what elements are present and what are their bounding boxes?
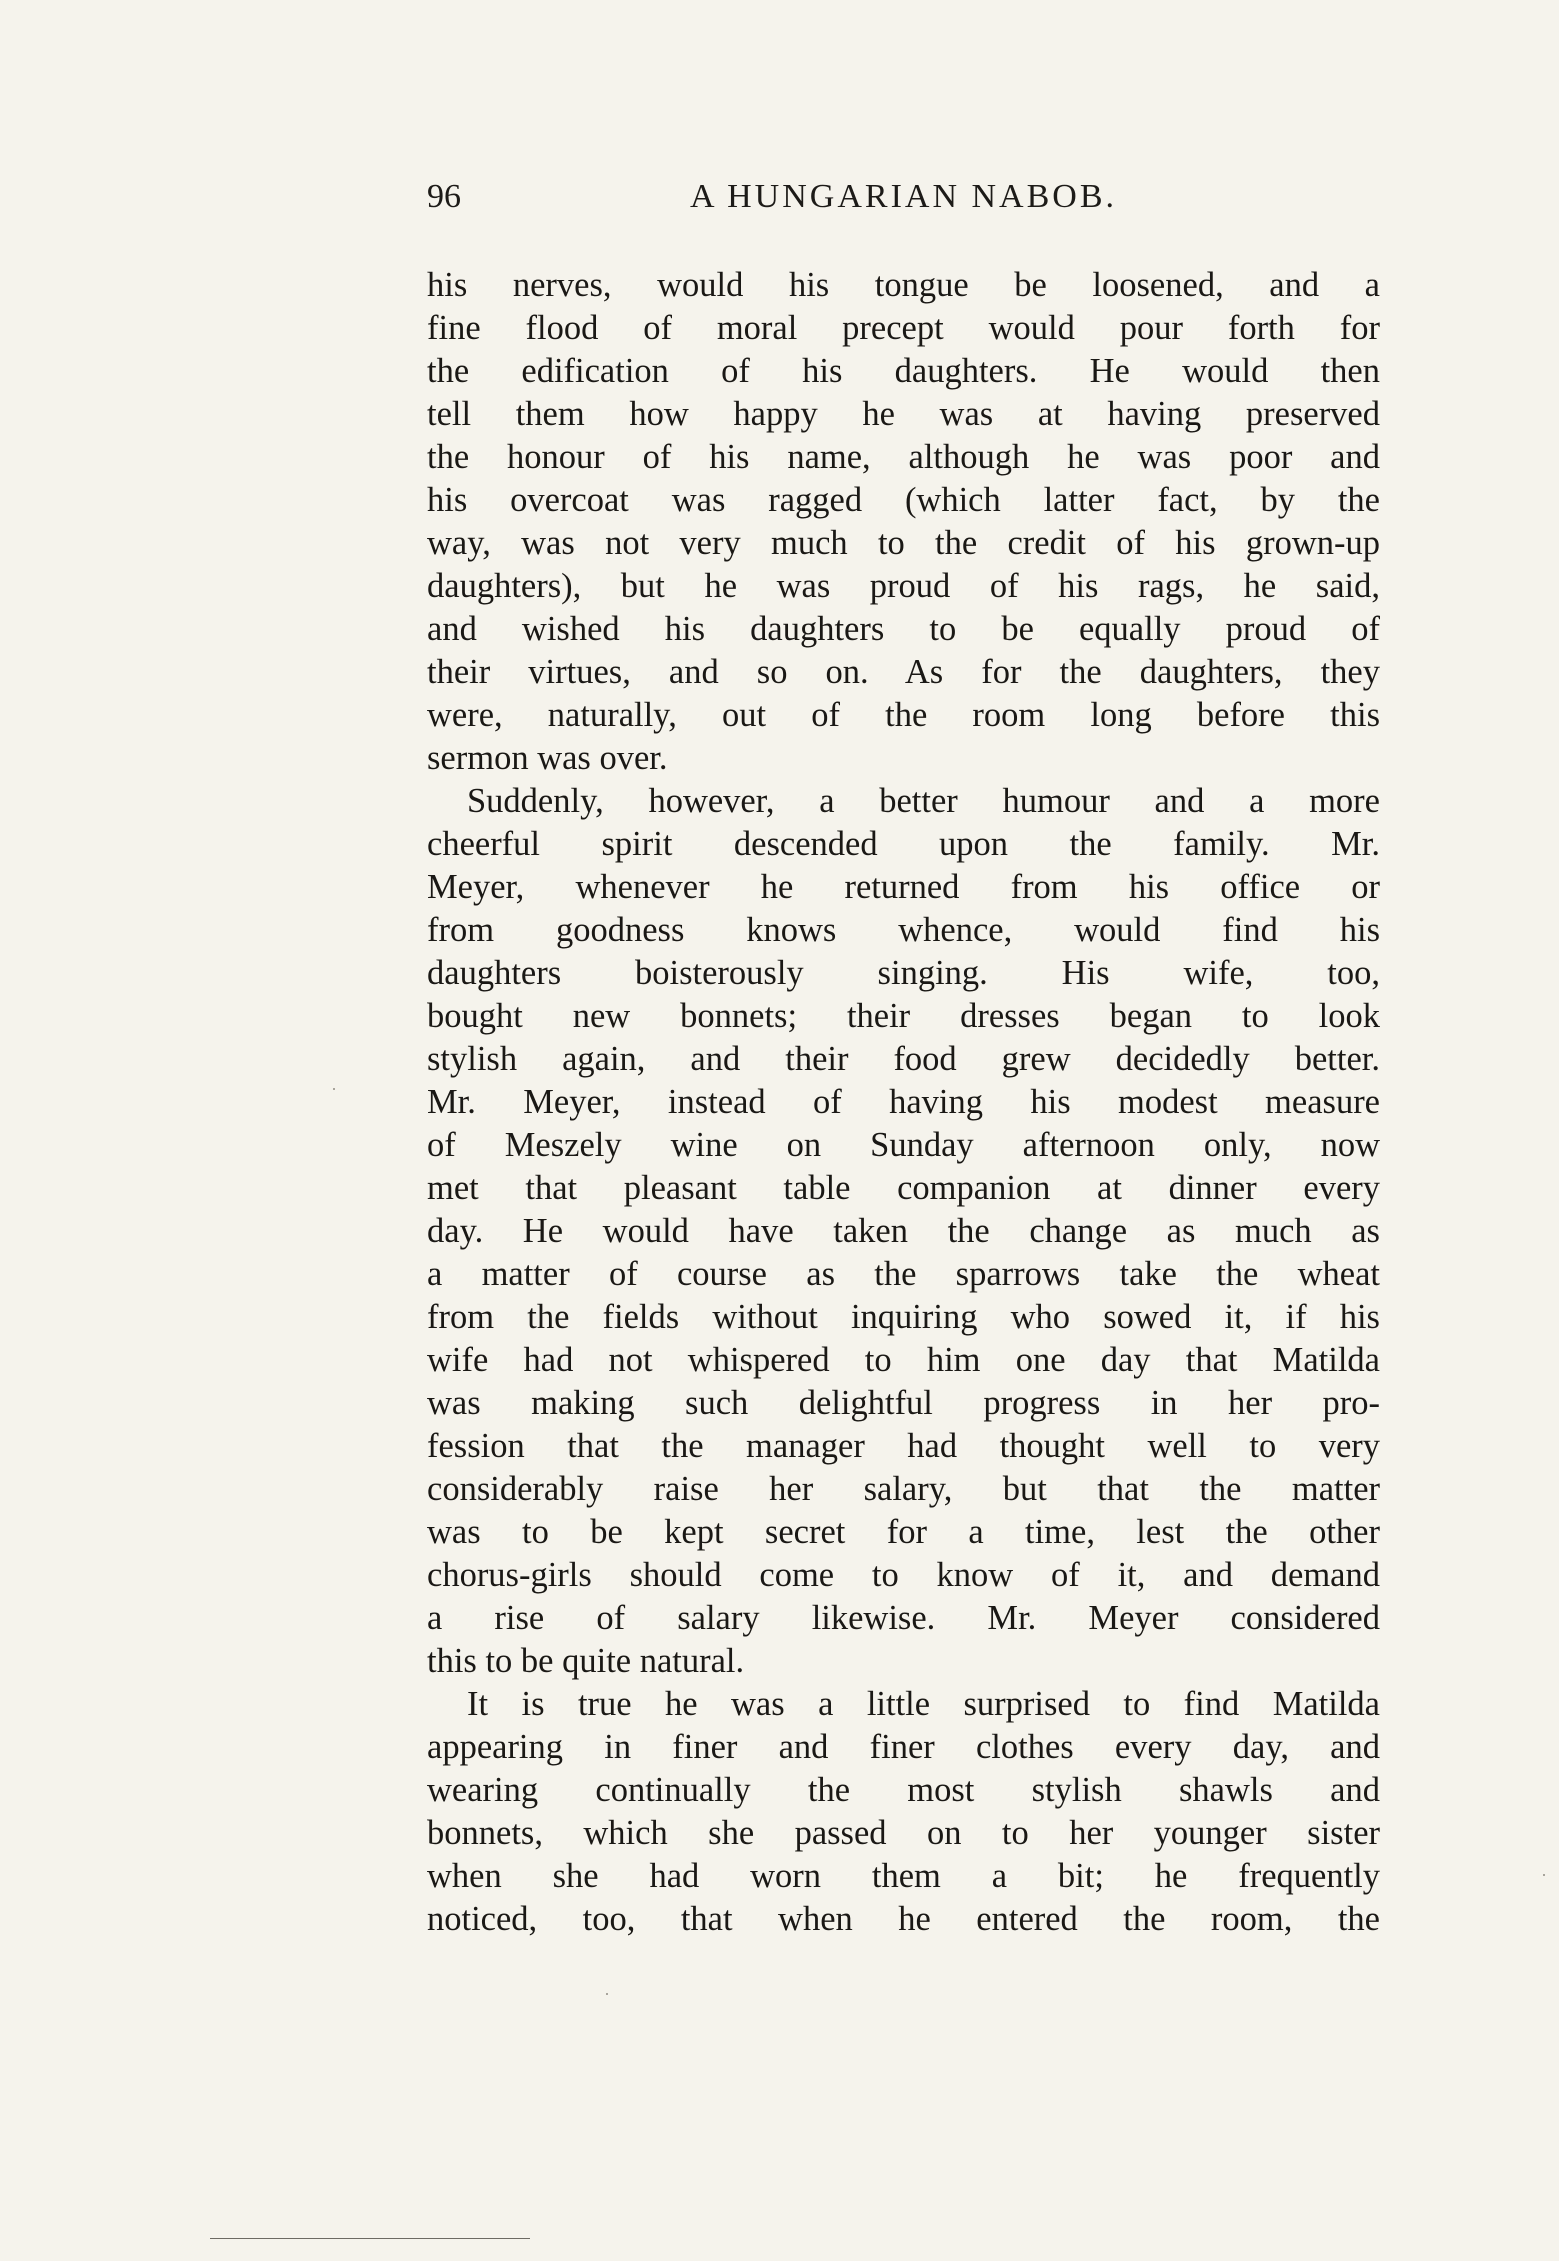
page-number: 96 [427, 178, 461, 215]
text-line: wife had not whispered to him one day that Matilda [427, 1341, 1380, 1379]
text-line: from goodness knows whence, would find his [427, 911, 1380, 949]
text-line: their virtues, and so on. As for the daughters, they [427, 653, 1380, 691]
paper-speck [1543, 1874, 1545, 1876]
text-line: tell them how happy he was at having preserved [427, 395, 1380, 433]
text-line: bought new bonnets; their dresses began to look [427, 997, 1380, 1035]
text-line: from the fields without inquiring who sowed it, if his [427, 1298, 1380, 1336]
text-line: daughters boisterously singing. His wife, too, [427, 954, 1380, 992]
text-line: bonnets, which she passed on to her younger sister [427, 1814, 1380, 1852]
text-line: day. He would have taken the change as much as [427, 1212, 1380, 1250]
text-line: Suddenly, however, a better humour and a more [467, 782, 1380, 820]
text-line: was to be kept secret for a time, lest the other [427, 1513, 1380, 1551]
text-line: way, was not very much to the credit of his grown-up [427, 524, 1380, 562]
text-line: and wished his daughters to be equally proud of [427, 610, 1380, 648]
text-line: were, naturally, out of the room long before this [427, 696, 1380, 734]
text-line: Meyer, whenever he returned from his office or [427, 868, 1380, 906]
text-line: cheerful spirit descended upon the family. Mr. [427, 825, 1380, 863]
running-title: A HUNGARIAN NABOB. [689, 178, 1118, 215]
text-line: It is true he was a little surprised to find Matilda [467, 1685, 1380, 1723]
text-line: daughters), but he was proud of his rags, he said, [427, 567, 1380, 605]
text-line: noticed, too, that when he entered the room, the [427, 1900, 1380, 1938]
text-line: a matter of course as the sparrows take the wheat [427, 1255, 1380, 1293]
text-line: stylish again, and their food grew decidedly better. [427, 1040, 1380, 1078]
body-text [427, 264, 1380, 1941]
text-line: the honour of his name, although he was poor and [427, 438, 1380, 476]
text-line: of Meszely wine on Sunday afternoon only, now [427, 1126, 1380, 1164]
text-line: his overcoat was ragged (which latter fact, by the [427, 481, 1380, 519]
text-line: considerably raise her salary, but that the matter [427, 1470, 1380, 1508]
text-line: this to be quite natural. [427, 1642, 745, 1680]
text-line: his nerves, would his tongue be loosened, and a [427, 266, 1380, 304]
paper-speck [606, 1993, 608, 1995]
text-line: appearing in finer and finer clothes every day, and [427, 1728, 1380, 1766]
text-line: the edification of his daughters. He would then [427, 352, 1380, 390]
text-line: a rise of salary likewise. Mr. Meyer considered [427, 1599, 1380, 1637]
text-line: fession that the manager had thought well to very [427, 1427, 1380, 1465]
bottom-rule [210, 2238, 530, 2239]
text-line: Mr. Meyer, instead of having his modest measure [427, 1083, 1380, 1121]
text-line: was making such delightful progress in her pro- [427, 1384, 1380, 1422]
paper-speck [333, 1088, 335, 1090]
text-line: fine flood of moral precept would pour forth for [427, 309, 1380, 347]
text-line: wearing continually the most stylish shawls and [427, 1771, 1380, 1809]
text-line: chorus-girls should come to know of it, and demand [427, 1556, 1380, 1594]
page-header [427, 177, 1380, 229]
text-line: met that pleasant table companion at dinner every [427, 1169, 1380, 1207]
text-line: sermon was over. [427, 739, 668, 777]
text-line: when she had worn them a bit; he frequently [427, 1857, 1380, 1895]
